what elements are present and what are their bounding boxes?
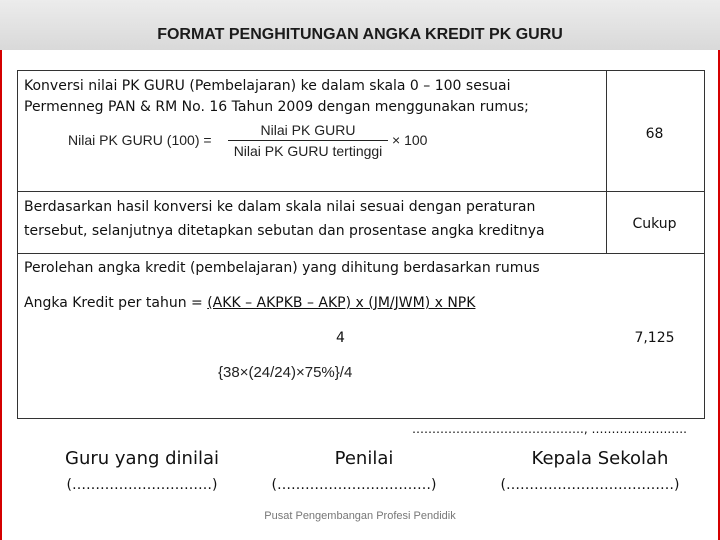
credit-calculation: {38×(24/24)×75%}/4	[218, 364, 353, 381]
conversion-text-line2: Permenneg PAN & RM No. 16 Tahun 2009 dengan menggunakan rumus;	[24, 99, 529, 115]
credit-formula-prefix: Angka Kredit per tahun =	[24, 295, 208, 311]
place-date-line: ……………………………………., ……………….…..	[412, 422, 687, 436]
formula-denominator: Nilai PK GURU tertinggi	[233, 143, 383, 159]
formula-numerator: Nilai PK GURU	[260, 122, 356, 138]
formula-lhs: Nilai PK GURU (100) =	[68, 132, 212, 148]
grade-value: Cukup	[632, 216, 677, 232]
penilai-label: Penilai	[334, 448, 394, 469]
kepala-sekolah-signature-blank: (………………………………)	[500, 477, 680, 493]
conversion-value: 68	[645, 126, 664, 142]
credit-formula-denominator: 4	[336, 330, 345, 346]
page-title: FORMAT PENGHITUNGAN ANGKA KREDIT PK GURU	[157, 26, 563, 43]
kepala-sekolah-label: Kepala Sekolah	[531, 448, 669, 469]
footer-text: Pusat Pengembangan Profesi Pendidik	[264, 510, 456, 522]
grade-text-line2: tersebut, selanjutnya ditetapkan sebutan dan prosentase angka kreditnya	[24, 223, 545, 239]
credit-formula	[24, 293, 475, 314]
credit-value: 7,125	[634, 330, 675, 346]
conversion-text-line1: Konversi nilai PK GURU (Pembelajaran) ke dalam skala 0 – 100 sesuai	[24, 78, 511, 94]
penilai-signature-blank: (……………………………)	[271, 477, 437, 493]
grade-text-line1: Berdasarkan hasil konversi ke dalam skala nilai sesuai dengan peraturan	[24, 199, 536, 215]
guru-signature-blank: (…………………………)	[66, 477, 218, 493]
formula-fraction-line	[228, 140, 388, 141]
guru-label: Guru yang dinilai	[65, 448, 219, 469]
credit-intro: Perolehan angka kredit (pembelajaran) yang dihitung berdasarkan rumus	[24, 260, 540, 276]
credit-formula-numerator: (AKK – AKPKB – AKP) x (JM/JWM) x NPK	[207, 295, 476, 311]
formula-multiplier: × 100	[392, 132, 428, 148]
left-accent-bar	[0, 50, 2, 540]
